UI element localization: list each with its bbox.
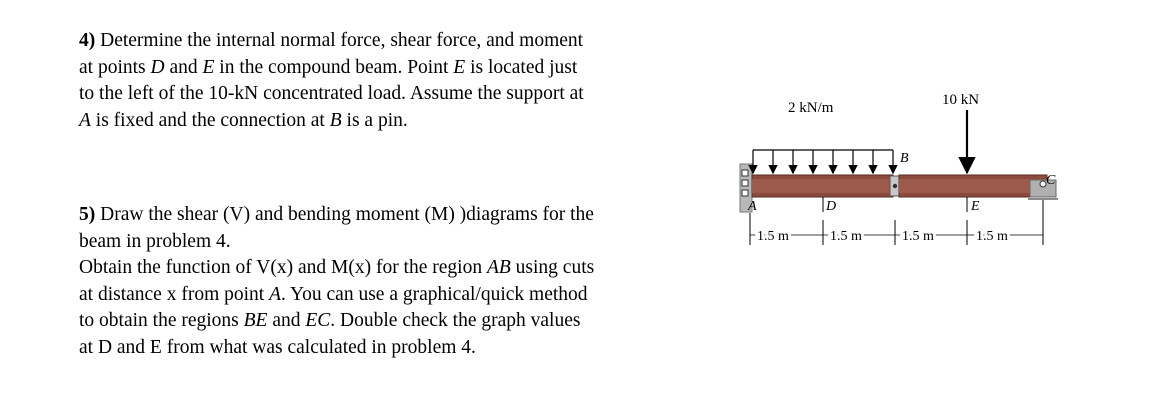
p4-l2b: and	[164, 56, 203, 78]
label-a: A	[748, 199, 757, 214]
point-load-label: 10 kN	[942, 92, 980, 108]
dim-1: 1.5 m	[757, 229, 789, 244]
p5-region-be: BE	[243, 310, 268, 331]
problem-4-text-1: Determine the internal normal force, shear force, and moment	[100, 30, 584, 51]
problem-5-line-4	[79, 282, 709, 309]
problem-4	[79, 28, 689, 134]
problem-5-number: 5)	[79, 204, 96, 225]
label-d: D	[826, 199, 837, 214]
p4-point-e: E	[202, 56, 215, 78]
p4-l2a: at points	[79, 56, 151, 78]
p5-l5b: and	[267, 310, 306, 331]
dim-2: 1.5 m	[830, 229, 862, 244]
problem-5-line-5	[79, 308, 709, 335]
p4-l2c: in the compound beam. Point	[214, 56, 454, 78]
problem-5	[79, 202, 709, 361]
problem-5-line-6: at D and E from what was calculated in problem 4.	[79, 336, 476, 358]
problem-5-line-1	[79, 202, 709, 229]
p5-l5a: to obtain the regions	[79, 310, 244, 331]
distributed-load-label: 2 kN/m	[788, 100, 834, 116]
p5-l3a: Obtain the function of V(x) and M(x) for the region	[79, 257, 487, 278]
p4-point-e-2: E	[453, 56, 466, 78]
distributed-load	[753, 150, 893, 172]
label-e: E	[971, 199, 980, 214]
beam-diagram	[730, 80, 1060, 255]
beam-ab-web	[752, 179, 893, 193]
problem-4-line-3: to the left of the 10-kN concentrated load. Assume the support at	[79, 83, 584, 104]
problem-5-line-3	[79, 255, 709, 282]
label-b: B	[900, 151, 909, 166]
problem-5-text-1: Draw the shear (V) and bending moment (M) )diagrams for the	[100, 204, 594, 225]
p5-region-ec: EC	[305, 310, 331, 331]
problem-5-line-2: beam in problem 4.	[79, 230, 231, 252]
p5-point-a: A	[269, 283, 281, 305]
problem-4-number: 4)	[79, 30, 96, 51]
problem-4-line-4	[79, 108, 689, 135]
problem-4-line-2	[79, 55, 689, 82]
dim-3: 1.5 m	[902, 229, 934, 244]
dim-4: 1.5 m	[976, 229, 1008, 244]
compound-beam-figure	[730, 80, 1060, 255]
p5-region-ab: AB	[486, 257, 511, 278]
p5-l3b: using cuts	[510, 257, 595, 278]
p4-l4a: is fixed and the connection at	[90, 109, 330, 131]
beam-bc-web	[899, 179, 1047, 193]
problem-4-line-1	[79, 28, 689, 55]
p4-l4b: is a pin.	[341, 109, 408, 131]
p4-point-a: A	[79, 109, 91, 131]
p5-l4b: . You can use a graphical/quick method	[281, 283, 588, 305]
label-c: C	[1046, 173, 1056, 188]
p5-l5c: . Double check the graph values	[330, 310, 581, 331]
p4-point-b: B	[329, 109, 342, 131]
p4-point-d: D	[150, 56, 165, 78]
p4-l2d: is located just	[465, 56, 578, 78]
p5-l4a: at distance x from point	[79, 283, 270, 305]
